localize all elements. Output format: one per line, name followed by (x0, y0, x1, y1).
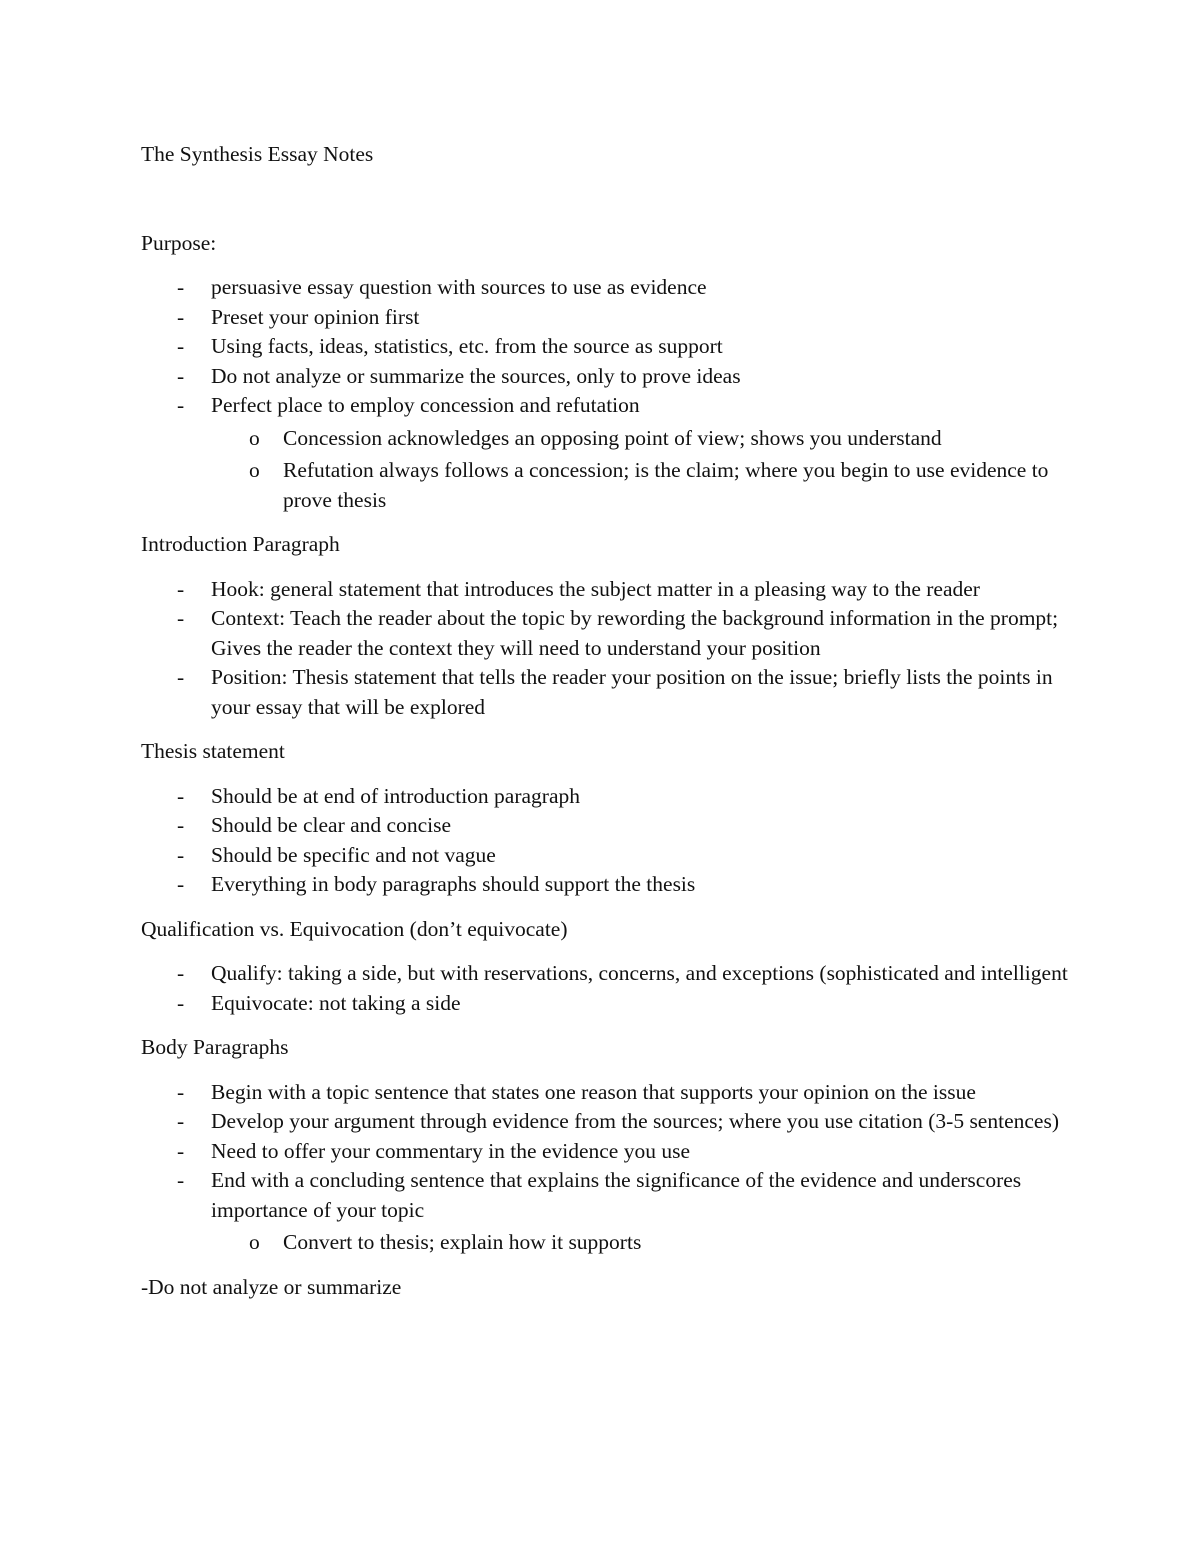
list-item (141, 663, 1081, 722)
list-item (141, 604, 1081, 663)
section-heading-qualification: Qualification vs. Equivocation (don’t equivocate) (141, 916, 568, 941)
sub-list-item-text: Concession acknowledges an opposing point of view; shows you understand (283, 425, 942, 450)
circle-marker: o (249, 1230, 260, 1254)
qualification-list (141, 959, 1081, 1018)
dash-marker: - (177, 576, 185, 601)
dash-marker: - (177, 961, 185, 985)
section-heading-thesis: Thesis statement (141, 739, 285, 763)
list-item-text: Develop your argument through evidence from the sources; where you use citation (3-5 sentences) (211, 1109, 1059, 1133)
list-item-text: Context: Teach the reader about the topic by rewording the background information in the prompt; Gives the reader the context they will need to understand your position (211, 606, 1059, 660)
dash-marker: - (177, 783, 185, 808)
list-item-text: persuasive essay question with sources to use as evidence (211, 275, 707, 299)
dash-marker: - (177, 813, 185, 837)
dash-marker: - (177, 1079, 185, 1104)
dash-marker: - (177, 363, 185, 388)
sub-list-item (141, 1228, 1081, 1258)
document-content (141, 140, 1081, 1302)
list-item (141, 391, 1081, 515)
section-qualification (141, 915, 1081, 1019)
sub-list-item (141, 456, 1081, 515)
list-item-text: Should be specific and not vague (211, 842, 496, 867)
list-item (141, 1078, 1081, 1108)
circle-marker: o (249, 425, 260, 450)
sub-list-item-text: Convert to thesis; explain how it supports (283, 1230, 642, 1254)
list-item-text: Begin with a topic sentence that states one reason that supports your opinion on the issue (211, 1079, 976, 1104)
section-body-paragraphs (141, 1033, 1081, 1258)
list-item (141, 1166, 1081, 1258)
dash-marker: - (177, 393, 185, 417)
list-item (141, 1107, 1081, 1137)
list-item (141, 989, 1081, 1019)
body-sublist (211, 1228, 1081, 1258)
dash-marker: - (177, 275, 185, 299)
list-item-text: Hook: general statement that introduces the subject matter in a pleasing way to the reader (211, 576, 980, 601)
dash-marker: - (177, 872, 185, 896)
list-item-text: Should be at end of introduction paragraph (211, 783, 580, 808)
section-heading-body: Body Paragraphs (141, 1035, 289, 1059)
closing-note: -Do not analyze or summarize (141, 1274, 402, 1299)
list-item (141, 332, 1081, 362)
list-item (141, 841, 1081, 871)
dash-marker: - (177, 1109, 185, 1133)
list-item-text: End with a concluding sentence that explains the significance of the evidence and underscores importance of your topic (211, 1168, 1022, 1222)
sub-list-item-text: Refutation always follows a concession; is the claim; where you begin to use evidence to prove thesis (283, 458, 1049, 512)
list-item (141, 1137, 1081, 1167)
dash-marker: - (177, 334, 185, 358)
list-item-text: Position: Thesis statement that tells the reader your position on the issue; briefly lists the points in your essay that will be explored (211, 665, 1053, 719)
list-item (141, 870, 1081, 900)
document-title: The Synthesis Essay Notes (141, 142, 374, 166)
circle-marker: o (249, 458, 260, 482)
list-item (141, 303, 1081, 333)
dash-marker: - (177, 990, 185, 1015)
list-item-text: Perfect place to employ concession and refutation (211, 393, 640, 417)
thesis-list (141, 782, 1081, 900)
dash-marker: - (177, 1138, 185, 1163)
dash-marker: - (177, 606, 185, 630)
dash-marker: - (177, 665, 185, 689)
list-item (141, 959, 1081, 989)
body-list (141, 1078, 1081, 1258)
list-item (141, 575, 1081, 605)
list-item-text: Do not analyze or summarize the sources, only to prove ideas (211, 363, 741, 388)
list-item-text: Everything in body paragraphs should support the thesis (211, 872, 696, 896)
list-item-text: Equivocate: not taking a side (211, 990, 461, 1015)
list-item-text: Should be clear and concise (211, 813, 451, 837)
section-introduction (141, 530, 1081, 722)
purpose-sublist (211, 424, 1081, 516)
section-thesis (141, 737, 1081, 900)
section-purpose (141, 229, 1081, 516)
section-heading-introduction: Introduction Paragraph (141, 532, 340, 556)
list-item-text: Need to offer your commentary in the evidence you use (211, 1138, 691, 1163)
sub-list-item (141, 424, 1081, 454)
list-item (141, 273, 1081, 303)
list-item-text: Using facts, ideas, statistics, etc. from the source as support (211, 334, 723, 358)
introduction-list (141, 575, 1081, 723)
dash-marker: - (177, 304, 185, 329)
list-item (141, 782, 1081, 812)
purpose-list (141, 273, 1081, 515)
list-item (141, 362, 1081, 392)
list-item-text: Qualify: taking a side, but with reservations, concerns, and exceptions (sophisticated and intelligent (211, 961, 1068, 985)
list-item (141, 811, 1081, 841)
dash-marker: - (177, 1168, 185, 1192)
list-item-text: Preset your opinion first (211, 304, 420, 329)
section-heading-purpose: Purpose: (141, 230, 217, 255)
dash-marker: - (177, 842, 185, 867)
